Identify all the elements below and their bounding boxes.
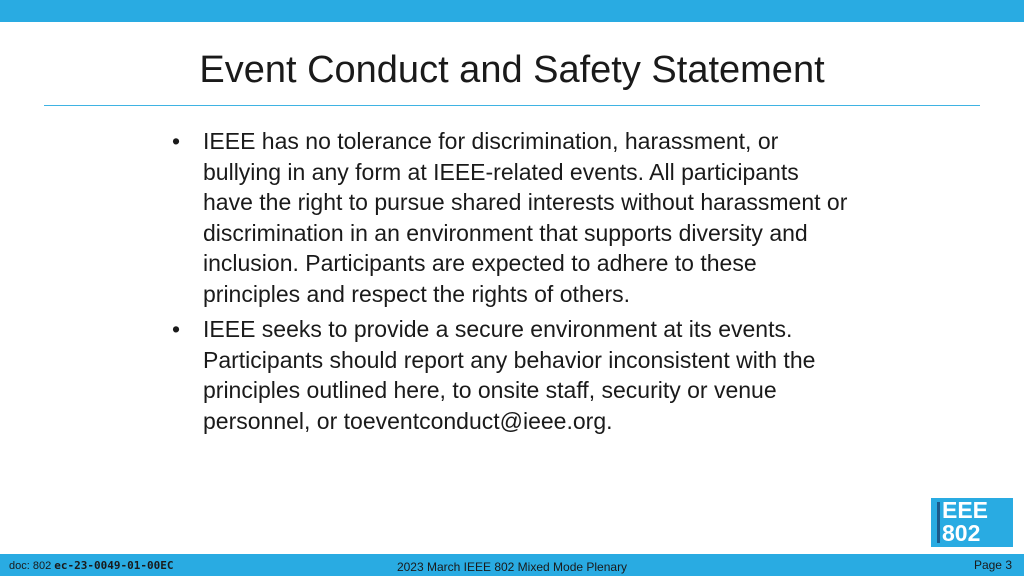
logo-line-1: EEE xyxy=(942,497,989,523)
bullet-marker: • xyxy=(172,128,181,154)
logo-stripe xyxy=(937,502,940,543)
logo-line-2: 802 xyxy=(942,520,981,546)
doc-code: ec-23-0049-01-00EC xyxy=(54,559,174,572)
bullet-marker: • xyxy=(172,316,181,342)
ieee-802-logo xyxy=(931,498,1013,547)
bullet-item-1 xyxy=(172,126,852,309)
page-number: Page 3 xyxy=(973,558,1012,572)
bullet-list xyxy=(172,126,852,441)
slide-title: Event Conduct and Safety Statement xyxy=(199,49,825,91)
bullet-text-1: IEEE has no tolerance for discrimination, harassment, or bullying in any form at IEEE-related events. All participants have the right to pursue shared interests without harassment or discrimination in an environment that supports diversity and inclusion. Participants are expected to adhere to these principles and respect the rights of others. xyxy=(203,128,848,307)
doc-prefix: doc: 802 xyxy=(9,560,55,572)
title-divider xyxy=(44,105,980,106)
top-accent-bar xyxy=(0,0,1024,22)
logo-text xyxy=(942,499,988,545)
bullet-text-2: IEEE seeks to provide a secure environment at its events. Participants should report any behavior inconsistent with the principles outlined here, to onsite staff, security or venue personnel, or toeventconduct@ieee.org. xyxy=(203,316,816,434)
footer-event-name: 2023 March IEEE 802 Mixed Mode Plenary xyxy=(396,560,628,574)
bullet-item-2 xyxy=(172,314,852,436)
